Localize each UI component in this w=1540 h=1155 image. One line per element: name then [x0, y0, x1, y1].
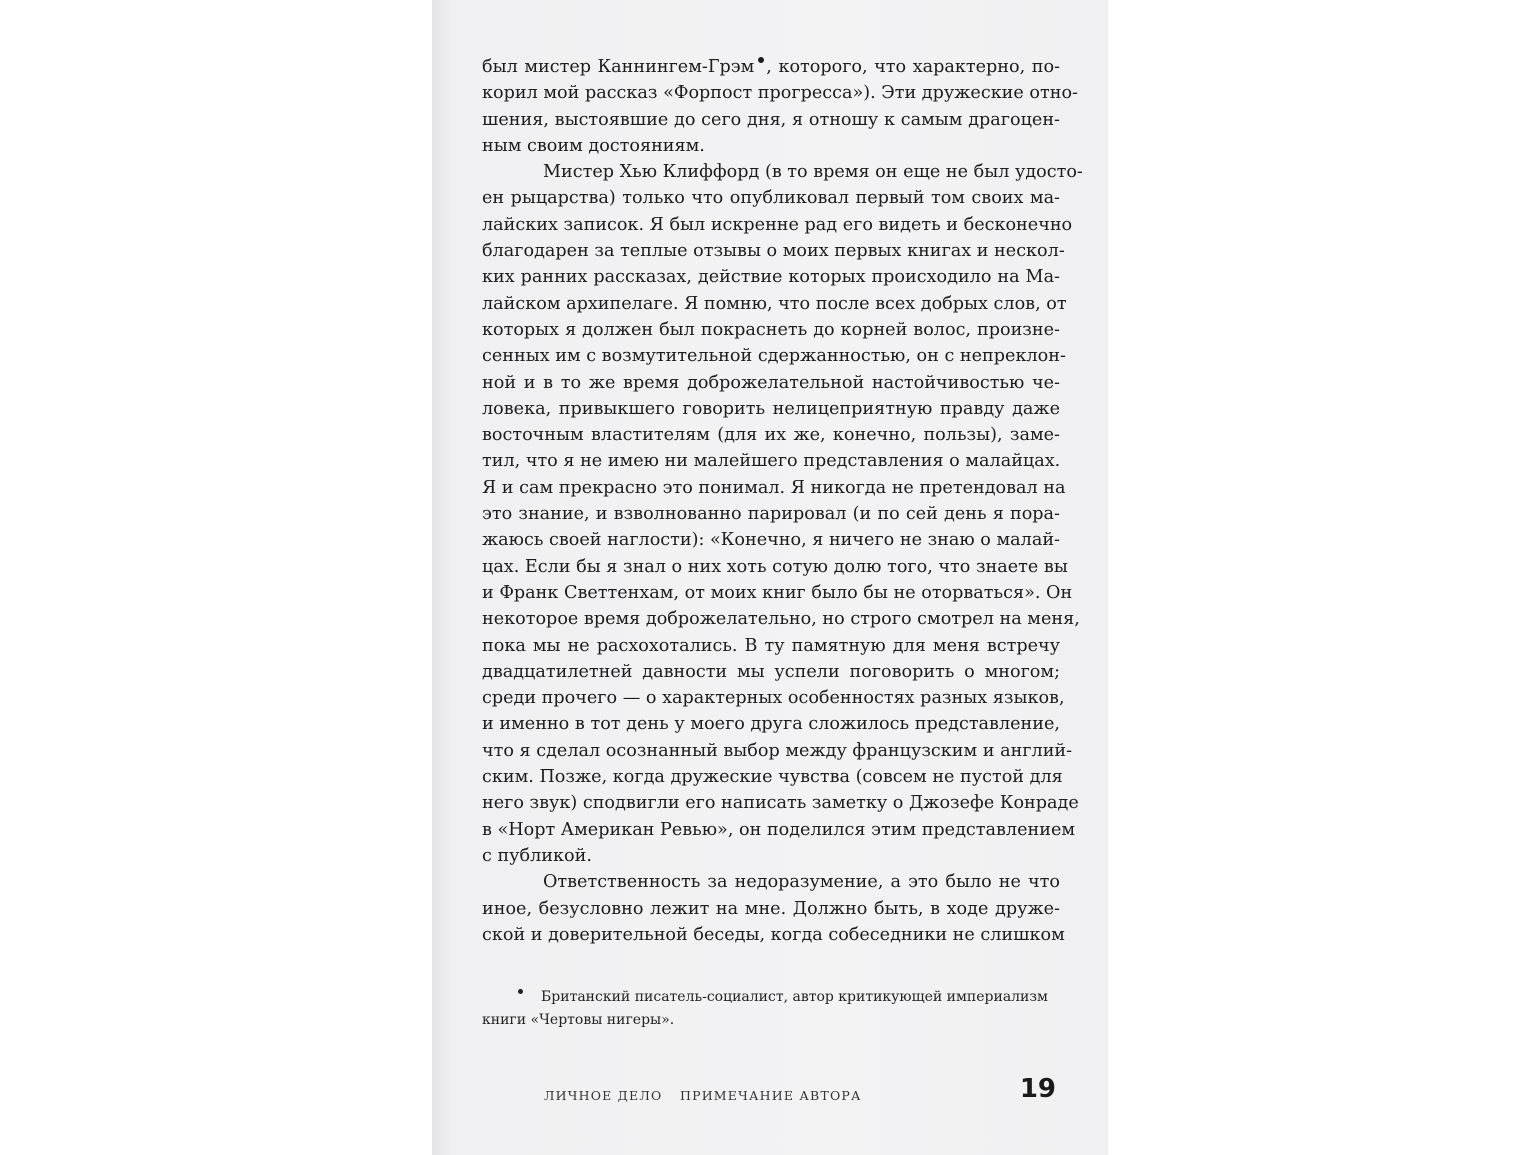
book-page — [432, 0, 1108, 1155]
text-line: цах. Если бы я знал о них хоть сотую долю того, что знаете вы — [482, 556, 1068, 577]
text-line: ским. Позже, когда дружеские чувства (совсем не пустой для — [482, 767, 1063, 788]
text-line: ной и в то же время доброжелательной настойчивостью че- — [482, 372, 1060, 393]
text-line: Я и сам прекрасно это понимал. Я никогда не претендовал на — [482, 477, 1066, 498]
text-line: это знание, и взволнованно парировал (и по сей день я пора- — [482, 504, 1060, 525]
footnote-line — [482, 986, 1062, 1009]
text-line: Ответственность за недоразумение, а это было не что — [543, 872, 1060, 893]
text-span: был мистер Каннингем-Грэм — [482, 57, 755, 77]
text-line: ен рыцарства) только что опубликовал первый том своих ма- — [482, 188, 1060, 209]
text-line: с публикой. — [482, 845, 592, 866]
running-footer — [432, 1074, 1108, 1110]
text-line: среди прочего — о характерных особенностях разных языков, — [482, 688, 1065, 709]
page-number: 19 — [1019, 1074, 1056, 1104]
footnote-marker-icon — [758, 57, 764, 63]
text-line: и именно в тот день у моего друга сложилось представление, — [482, 714, 1060, 735]
text-span: , которого, что характерно, по- — [766, 57, 1060, 77]
footnote-line: книги «Чертовы нигеры». — [482, 1012, 675, 1028]
text-line: Мистер Хью Клиффорд (в то время он еще не был удосто- — [543, 162, 1083, 183]
text-line: которых я должен был покраснеть до корней волос, произне- — [482, 319, 1060, 340]
text-line: иное, безусловно лежит на мне. Должно быть, в ходе друже- — [482, 898, 1060, 919]
text-line: восточным властителям (для их же, конечно, пользы), заме- — [482, 425, 1060, 446]
footnote-bullet-icon — [518, 989, 523, 994]
text-line: тил, что я не имею ни малейшего представления о малайцах. — [482, 451, 1061, 472]
text-line: ской и доверительной беседы, когда собеседники не слишком — [482, 924, 1065, 945]
text-line: в «Норт Американ Ревью», он поделился этим представлением — [482, 819, 1076, 840]
text-line: ловека, привыкшего говорить нелицеприятную правду даже — [482, 398, 1060, 419]
text-line: него звук) сподвигли его написать заметку о Джозефе Конраде — [482, 793, 1079, 814]
footnote — [482, 986, 1062, 1032]
text-line: что я сделал осознанный выбор между французским и англий- — [482, 740, 1073, 761]
text-line: некоторое время доброжелательно, но строго смотрел на меня, — [482, 609, 1080, 630]
text-line: жаюсь своей наглости): «Конечно, я ничего не знаю о малай- — [482, 530, 1060, 551]
section-title: ПРИМЕЧАНИЕ АВТОРА — [680, 1088, 862, 1103]
footnote-text: Британский писатель-социалист, автор критикующей империализм — [541, 989, 1048, 1005]
text-line: пока мы не расхохотались. В ту памятную для меня встречу — [482, 635, 1060, 656]
text-line: благодарен за теплые отзывы о моих первых книгах и нескол- — [482, 241, 1065, 262]
text-line: двадцатилетней давности мы успели поговорить о многом; — [482, 661, 1060, 682]
text-line: ным своим достояниям. — [482, 135, 705, 156]
text-line: ких ранних рассказах, действие которых происходило на Ма- — [482, 267, 1060, 288]
body-text — [482, 54, 1083, 948]
text-line — [482, 54, 1060, 80]
text-line: и Франк Светтенхам, от моих книг было бы не оторваться». Он — [482, 582, 1073, 603]
text-line: корил мой рассказ «Форпост прогресса»). Эти дружеские отно- — [482, 83, 1079, 104]
book-title: ЛИЧНОЕ ДЕЛО — [544, 1088, 663, 1103]
text-line: сенных им с возмутительной сдержанностью, он с непреклон- — [482, 346, 1066, 367]
text-line: лайском архипелаге. Я помню, что после всех добрых слов, от — [482, 293, 1067, 314]
text-line: шения, выстоявшие до сего дня, я отношу к самым драгоцен- — [482, 109, 1060, 130]
text-line: лайских записок. Я был искренне рад его видеть и бесконечно — [482, 214, 1073, 235]
